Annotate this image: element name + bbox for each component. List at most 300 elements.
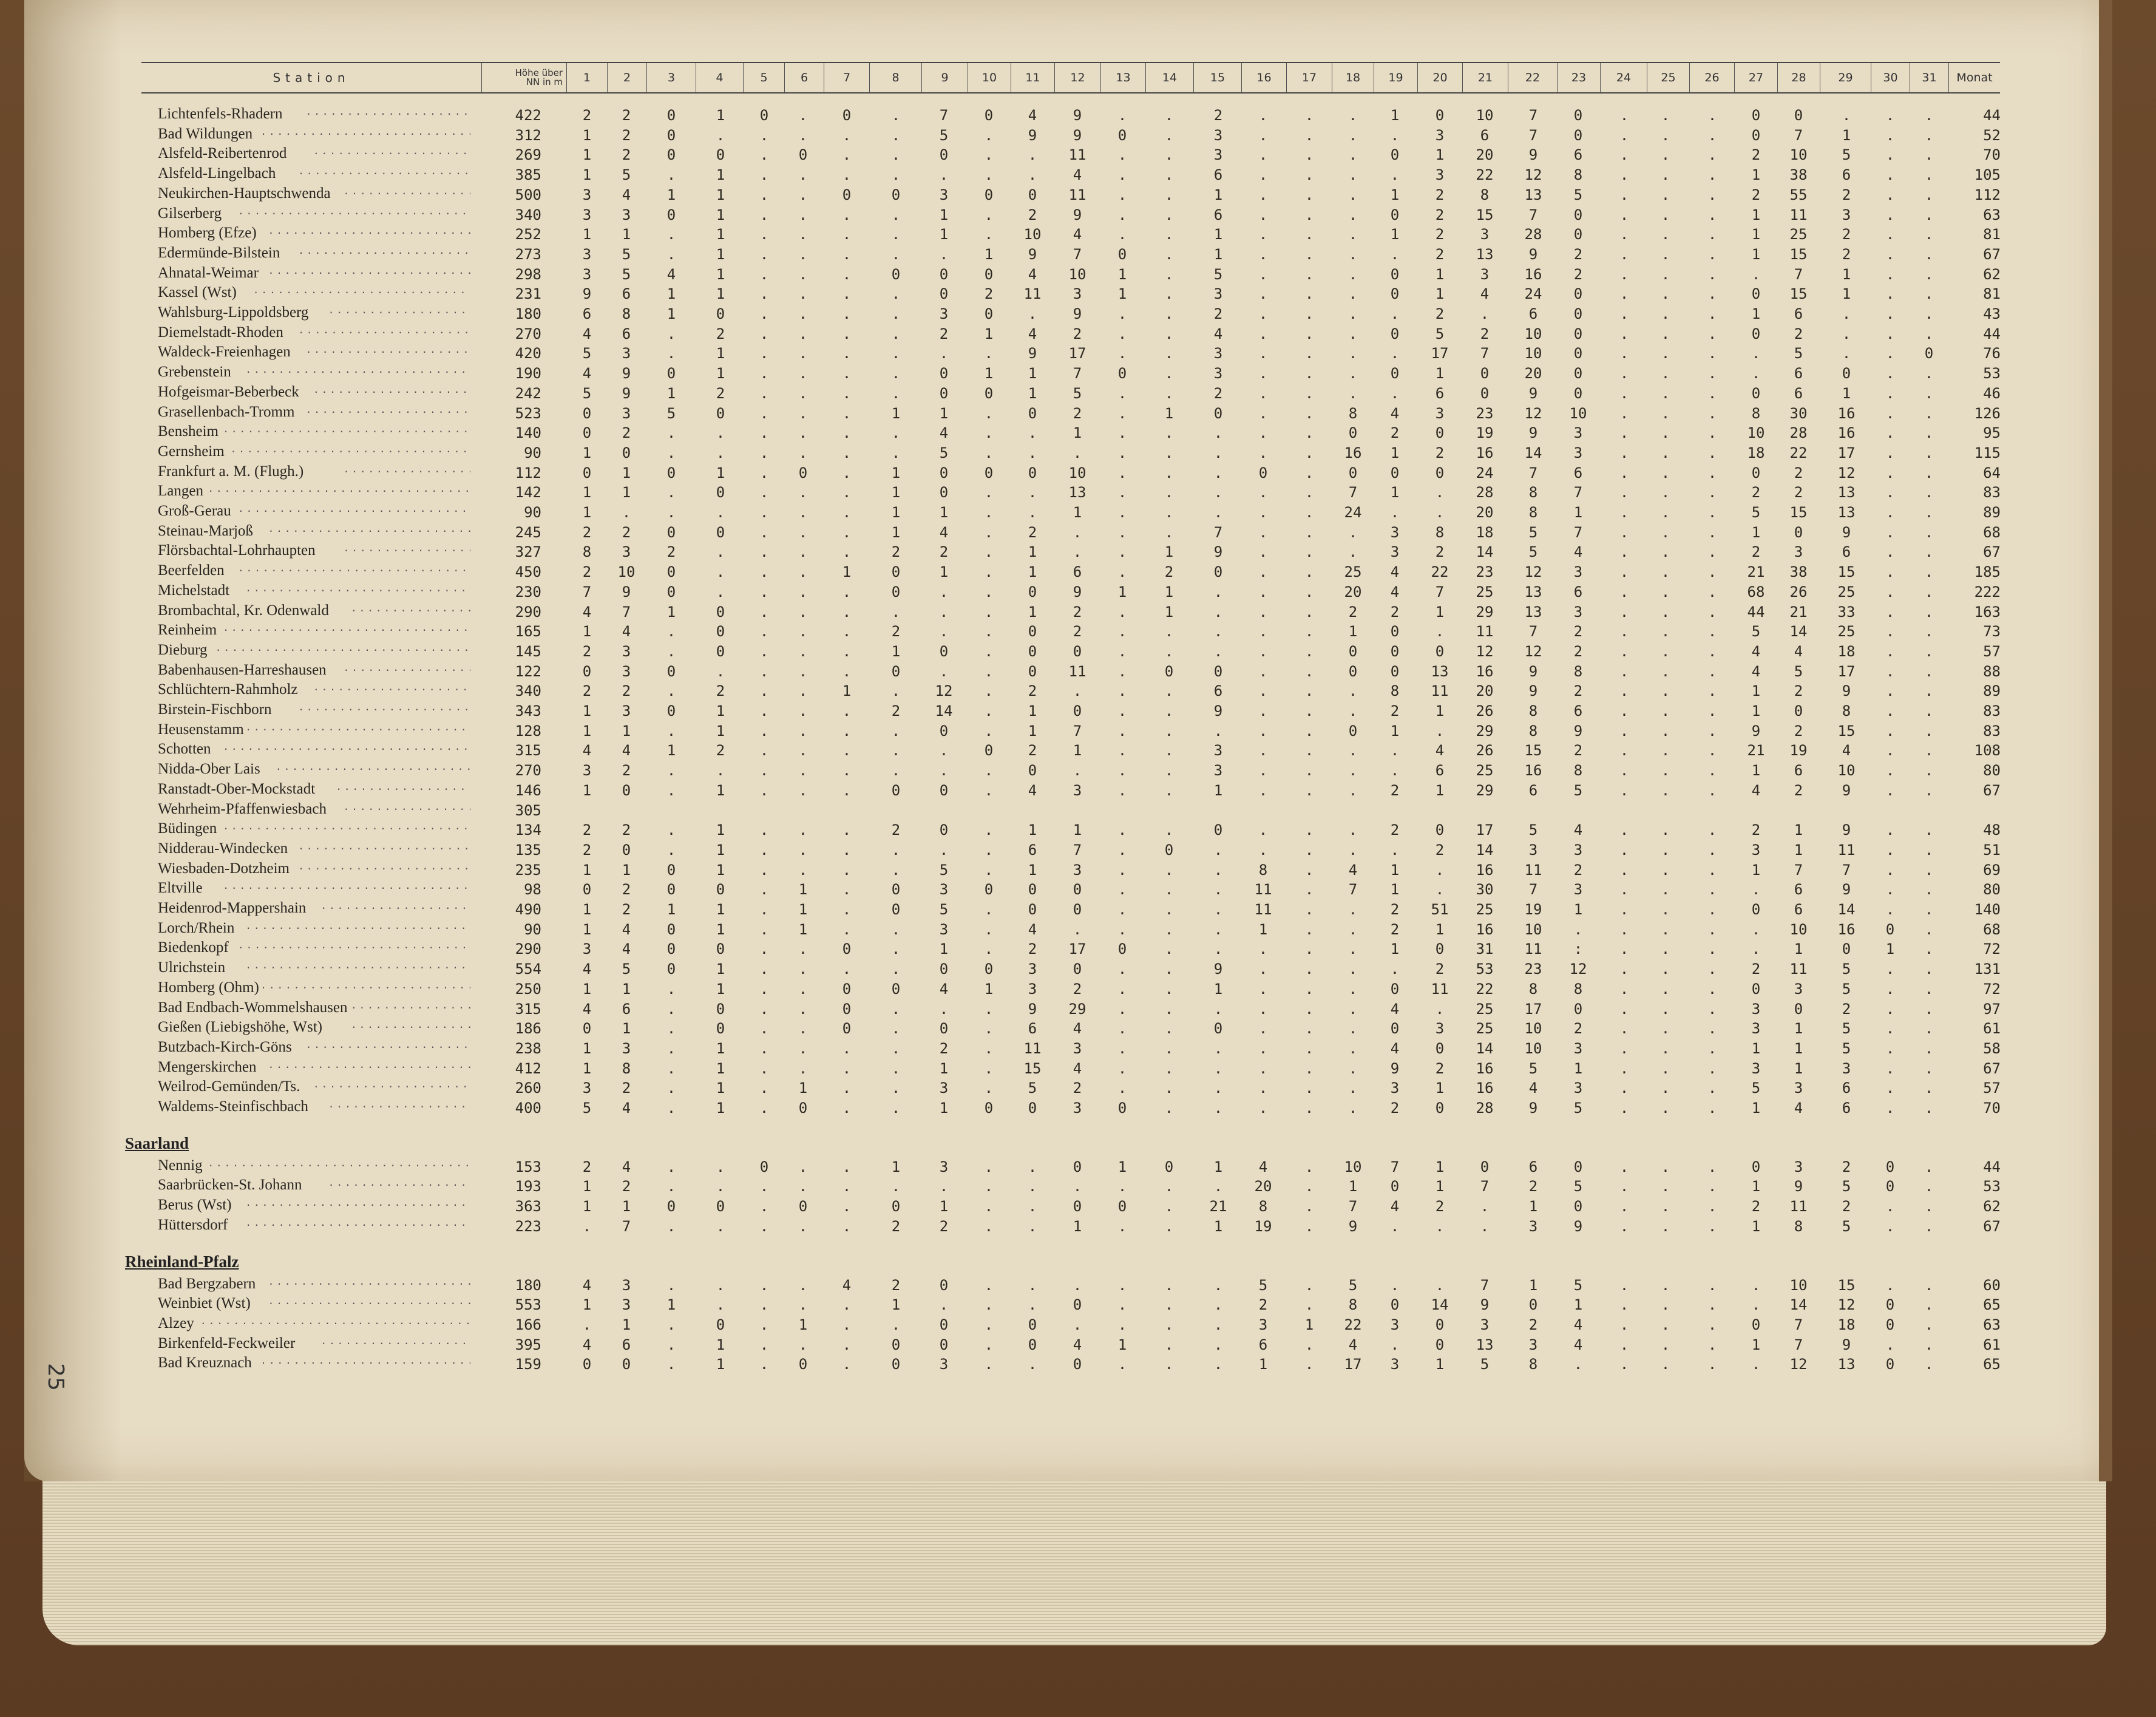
region-heading: Rheinland-Pfalz <box>125 1252 239 1271</box>
day-value: . <box>1258 841 1268 858</box>
leader-dots: ......................... <box>260 979 468 991</box>
day-value: 0 <box>1390 146 1400 164</box>
day-value: 3 <box>1073 781 1082 799</box>
day-value: 12 <box>1524 166 1542 184</box>
day-value: . <box>716 444 725 461</box>
day-value: . <box>1661 603 1670 620</box>
day-value: 17 <box>1837 662 1856 680</box>
day-value: 4 <box>622 940 631 958</box>
day-value: . <box>1028 444 1037 461</box>
table-row <box>0 780 2156 799</box>
day-value: 13 <box>1837 504 1856 521</box>
leader-dots: .................... <box>313 383 470 395</box>
station-name: Homberg (Efze) <box>158 225 257 242</box>
day-value: . <box>1028 1296 1037 1314</box>
day-value: 2 <box>1435 1059 1445 1077</box>
day-value: . <box>1304 742 1314 760</box>
day-value: . <box>1164 742 1174 760</box>
day-value: 2 <box>666 543 676 561</box>
day-value: . <box>798 603 808 620</box>
day-value: . <box>1304 126 1314 144</box>
day-value: . <box>1213 1316 1223 1333</box>
day-value: . <box>1348 980 1358 998</box>
day-value: . <box>939 583 949 600</box>
hoehe-value: 422 <box>515 107 541 124</box>
day-value: . <box>759 424 769 442</box>
day-value: 0 <box>1390 1296 1400 1314</box>
leader-dots: .............. <box>351 999 467 1011</box>
day-value: 0 <box>666 702 676 719</box>
day-value: 14 <box>935 702 953 719</box>
hoehe-value: 270 <box>515 325 541 342</box>
day-value: . <box>1390 305 1400 322</box>
day-value: . <box>1117 1217 1127 1235</box>
day-value: 29 <box>1476 722 1494 739</box>
day-value: 1 <box>716 960 725 978</box>
day-value: . <box>1707 901 1717 918</box>
day-value: . <box>1348 1020 1358 1038</box>
day-value: . <box>1117 960 1127 978</box>
day-value: . <box>1117 484 1127 501</box>
day-value: 1 <box>1794 841 1803 858</box>
monat-total: 105 <box>1974 166 2001 184</box>
day-value: 1 <box>666 901 676 918</box>
day-value: 4 <box>1073 226 1082 243</box>
day-value: . <box>1348 206 1358 223</box>
day-value: . <box>1164 861 1174 879</box>
day-value: 4 <box>1751 642 1761 660</box>
day-value: . <box>842 861 852 879</box>
day-value: . <box>1164 226 1174 243</box>
header-day: 2 <box>607 63 646 92</box>
day-value: . <box>891 1178 901 1195</box>
day-value: . <box>759 642 769 660</box>
day-value: 5 <box>622 265 631 283</box>
day-value: 4 <box>1435 742 1445 760</box>
day-value: . <box>1924 940 1934 958</box>
day-value: . <box>1348 523 1358 541</box>
header-day: 31 <box>1910 63 1948 92</box>
day-value: . <box>1885 722 1895 739</box>
day-value: 1 <box>1794 1059 1803 1077</box>
day-value: 6 <box>1573 146 1583 164</box>
day-value: 12 <box>1837 1296 1856 1314</box>
day-value: 0 <box>1842 365 1851 382</box>
header-day: 10 <box>968 63 1011 92</box>
day-value: 2 <box>622 821 631 839</box>
day-value: . <box>1304 861 1314 879</box>
day-value: . <box>842 1158 852 1175</box>
day-value: . <box>1117 1000 1127 1018</box>
hoehe-value: 165 <box>515 623 541 641</box>
table-row <box>0 661 2156 680</box>
day-value: 26 <box>1476 742 1494 760</box>
day-value: 8 <box>622 1059 631 1077</box>
day-value: 1 <box>1164 603 1174 620</box>
day-value: . <box>716 662 725 680</box>
day-value: . <box>798 563 808 581</box>
day-value: . <box>1435 1217 1445 1235</box>
day-value: 3 <box>582 1080 592 1097</box>
hoehe-value: 235 <box>515 861 541 879</box>
day-value: 0 <box>666 464 676 481</box>
leader-dots: ................................ <box>200 1314 466 1327</box>
day-value: . <box>1619 722 1629 739</box>
day-value: . <box>759 762 769 780</box>
day-value: 2 <box>1435 543 1445 561</box>
day-value: . <box>1619 126 1629 144</box>
hoehe-value: 290 <box>515 603 541 620</box>
day-value: 3 <box>1213 345 1223 362</box>
day-value: . <box>759 1020 769 1038</box>
day-value: 7 <box>1435 583 1445 600</box>
day-value: . <box>1924 1296 1934 1314</box>
day-value: 1 <box>622 722 631 739</box>
day-value: 3 <box>1794 1158 1803 1175</box>
day-value: 1 <box>1213 186 1223 203</box>
day-value: 2 <box>891 1276 901 1294</box>
day-value: 2 <box>1390 603 1400 620</box>
day-value: 1 <box>1164 543 1174 561</box>
day-value: 4 <box>622 920 631 938</box>
day-value: . <box>1619 583 1629 600</box>
day-value: . <box>1117 325 1127 342</box>
day-value: . <box>798 226 808 243</box>
day-value: 8 <box>1573 662 1583 680</box>
day-value: . <box>891 226 901 243</box>
day-value: 0 <box>1073 642 1082 660</box>
day-value: 5 <box>666 404 676 422</box>
day-value: 1 <box>716 920 725 938</box>
day-value: 0 <box>1390 642 1400 660</box>
day-value: 9 <box>1573 1217 1583 1235</box>
day-value: . <box>891 1039 901 1057</box>
leader-dots: ............... <box>343 661 468 673</box>
day-value: . <box>759 265 769 283</box>
day-value: 7 <box>1348 484 1358 501</box>
day-value: 2 <box>1435 841 1445 858</box>
day-value: . <box>984 623 994 641</box>
day-value: 1 <box>716 980 725 998</box>
day-value: 3 <box>1842 206 1851 223</box>
day-value: . <box>1619 226 1629 243</box>
day-value: . <box>984 1178 994 1195</box>
day-value: 1 <box>1751 166 1761 184</box>
day-value: 4 <box>1028 265 1037 283</box>
day-value: 15 <box>1837 1276 1856 1294</box>
day-value: 0 <box>666 920 676 938</box>
day-value: 4 <box>1573 543 1583 561</box>
day-value: . <box>1348 1080 1358 1097</box>
table-row <box>0 1274 2156 1294</box>
day-value: . <box>1924 682 1934 700</box>
day-value: 0 <box>666 563 676 581</box>
day-value: . <box>1707 1336 1717 1353</box>
day-value: 31 <box>1476 940 1494 958</box>
day-value: . <box>891 1100 901 1117</box>
day-value: . <box>1619 206 1629 223</box>
table-row <box>0 581 2156 600</box>
day-value: . <box>1304 583 1314 600</box>
day-value: . <box>1117 226 1127 243</box>
day-value: 20 <box>1344 583 1362 600</box>
header-day: 29 <box>1820 63 1871 92</box>
day-value: . <box>1348 841 1358 858</box>
day-value: . <box>759 1080 769 1097</box>
day-value: 12 <box>1524 404 1542 422</box>
day-value: . <box>1661 1080 1670 1097</box>
day-value: 4 <box>1794 642 1803 660</box>
monat-total: 57 <box>1983 1080 2001 1097</box>
day-value: 5 <box>1794 662 1803 680</box>
day-value: 9 <box>1480 1296 1490 1314</box>
day-value: . <box>984 563 994 581</box>
day-value: 0 <box>891 881 901 899</box>
day-value: 1 <box>1435 146 1445 164</box>
day-value: . <box>1619 265 1629 283</box>
day-value: 1 <box>716 1039 725 1057</box>
day-value: . <box>759 861 769 879</box>
table-row <box>0 1038 2156 1057</box>
day-value: . <box>759 722 769 739</box>
day-value: 4 <box>1480 285 1490 303</box>
day-value: . <box>1924 384 1934 402</box>
day-value: . <box>842 146 852 164</box>
table-row <box>0 223 2156 243</box>
day-value: . <box>666 1020 676 1038</box>
table-row <box>0 1195 2156 1215</box>
day-value: . <box>666 345 676 362</box>
day-value: . <box>1707 206 1717 223</box>
day-value: 0 <box>1573 384 1583 402</box>
day-value: . <box>666 1080 676 1097</box>
header-day: 8 <box>869 63 921 92</box>
station-name: Kassel (Wst) <box>158 284 237 301</box>
leader-dots: .................... <box>313 145 470 157</box>
day-value: 16 <box>1476 662 1494 680</box>
station-name: Grebenstein <box>158 364 231 381</box>
day-value: 22 <box>1344 1316 1362 1333</box>
day-value: 0 <box>891 1336 901 1353</box>
day-value: . <box>1348 146 1358 164</box>
day-value: 7 <box>1390 1158 1400 1175</box>
leader-dots: .............. <box>351 1019 467 1031</box>
day-value: 0 <box>622 1356 631 1373</box>
day-value: 5 <box>1528 1059 1538 1077</box>
day-value: 0 <box>1480 384 1490 402</box>
day-value: . <box>1885 325 1895 342</box>
day-value: . <box>1707 504 1717 521</box>
day-value: . <box>666 504 676 521</box>
day-value: . <box>1348 762 1358 780</box>
day-value: 17 <box>1068 345 1086 362</box>
day-value: 2 <box>1258 1296 1268 1314</box>
day-value: . <box>842 762 852 780</box>
day-value: 8 <box>1435 523 1445 541</box>
day-value: . <box>1304 1158 1314 1175</box>
day-value: 3 <box>1794 1080 1803 1097</box>
day-value: . <box>1258 1020 1268 1038</box>
day-value: . <box>984 1217 994 1235</box>
day-value: 0 <box>1073 1198 1082 1216</box>
day-value: . <box>759 662 769 680</box>
day-value: . <box>798 742 808 760</box>
day-value: 2 <box>1842 226 1851 243</box>
day-value: . <box>798 1039 808 1057</box>
day-value: 5 <box>1528 523 1538 541</box>
day-value: 1 <box>582 1039 592 1057</box>
day-value: 4 <box>1573 1336 1583 1353</box>
day-value: . <box>1885 484 1895 501</box>
day-value: . <box>1304 504 1314 521</box>
day-value: 1 <box>716 1059 725 1077</box>
day-value: . <box>1028 484 1037 501</box>
day-value: 3 <box>939 1356 949 1373</box>
day-value: . <box>759 1100 769 1117</box>
day-value: . <box>1707 980 1717 998</box>
day-value: 5 <box>1794 345 1803 362</box>
day-value: 3 <box>622 1296 631 1314</box>
day-value: 1 <box>1435 702 1445 719</box>
day-value: 0 <box>1573 305 1583 322</box>
day-value: 12 <box>1476 642 1494 660</box>
monat-total: 65 <box>1983 1296 2001 1314</box>
day-value: . <box>842 841 852 858</box>
day-value: . <box>1164 345 1174 362</box>
day-value: . <box>842 1316 852 1333</box>
monat-total: 140 <box>1974 901 2001 918</box>
day-value: . <box>1028 1198 1037 1216</box>
day-value: 0 <box>842 940 852 958</box>
day-value: 7 <box>582 583 592 600</box>
day-value: . <box>1164 1316 1174 1333</box>
day-value: 11 <box>1254 901 1272 918</box>
day-value: . <box>1164 821 1174 839</box>
day-value: . <box>984 206 994 223</box>
day-value: . <box>1619 404 1629 422</box>
day-value: . <box>759 345 769 362</box>
day-value: . <box>759 821 769 839</box>
day-value: . <box>759 960 769 978</box>
day-value: . <box>1661 126 1670 144</box>
day-value: 2 <box>1435 444 1445 461</box>
day-value: 6 <box>622 325 631 342</box>
station-name: Eltville <box>158 880 203 897</box>
leader-dots: ............... <box>343 185 468 197</box>
monat-total: 68 <box>1983 523 2001 541</box>
monat-total: 76 <box>1983 345 2001 362</box>
day-value: . <box>1619 920 1629 938</box>
day-value: . <box>1304 365 1314 382</box>
day-value: 3 <box>939 920 949 938</box>
day-value: 2 <box>1435 960 1445 978</box>
day-value: 8 <box>1842 702 1851 719</box>
hoehe-value: 159 <box>515 1356 541 1373</box>
day-value: 3 <box>1794 980 1803 998</box>
day-value: . <box>842 642 852 660</box>
leader-dots: .................... <box>320 1334 470 1347</box>
day-value: 11 <box>1524 940 1542 958</box>
day-value: . <box>842 1080 852 1097</box>
day-value: . <box>984 1356 994 1373</box>
day-value: 0 <box>984 464 994 481</box>
table-row <box>0 243 2156 263</box>
day-value: . <box>939 345 949 362</box>
day-value: . <box>984 345 994 362</box>
day-value: 0 <box>1348 662 1358 680</box>
day-value: . <box>1619 444 1629 461</box>
station-name: Heidenrod-Mappershain <box>158 900 307 916</box>
day-value: 3 <box>1751 1059 1761 1077</box>
day-value: . <box>842 1356 852 1373</box>
day-value: . <box>1117 841 1127 858</box>
day-value: 2 <box>1028 742 1037 760</box>
hoehe-value: 412 <box>515 1059 541 1077</box>
monat-total: 43 <box>1983 305 2001 322</box>
day-value: . <box>666 1059 676 1077</box>
day-value: 2 <box>1751 146 1761 164</box>
day-value: 2 <box>622 881 631 899</box>
day-value: . <box>1619 1336 1629 1353</box>
day-value: . <box>984 841 994 858</box>
monat-total: 112 <box>1974 186 2001 203</box>
day-value: . <box>1258 722 1268 739</box>
day-value: 2 <box>1390 424 1400 442</box>
monat-total: 65 <box>1983 1356 2001 1373</box>
day-value: 0 <box>1390 662 1400 680</box>
day-value: 0 <box>622 841 631 858</box>
day-value: . <box>1885 583 1895 600</box>
day-value: 4 <box>1390 563 1400 581</box>
day-value: 0 <box>582 464 592 481</box>
day-value: 8 <box>1528 702 1538 719</box>
day-value: . <box>1117 1178 1127 1195</box>
day-value: . <box>1661 960 1670 978</box>
day-value: 0 <box>1073 1296 1082 1314</box>
day-value: . <box>716 1296 725 1314</box>
day-value: 2 <box>622 1178 631 1195</box>
day-value: . <box>1258 742 1268 760</box>
day-value: . <box>1661 365 1670 382</box>
day-value: 4 <box>842 1276 852 1294</box>
day-value: 3 <box>622 206 631 223</box>
day-value: 4 <box>1258 1158 1268 1175</box>
day-value: 0 <box>1117 365 1127 382</box>
leader-dots: .................... <box>313 681 470 693</box>
day-value: 0 <box>716 623 725 641</box>
station-name: Grasellenbach-Tromm <box>158 403 295 420</box>
day-value: . <box>1661 345 1670 362</box>
day-value: . <box>759 285 769 303</box>
header-day: 3 <box>646 63 696 92</box>
day-value: 4 <box>582 742 592 760</box>
day-value: . <box>1661 404 1670 422</box>
day-value: 16 <box>1837 424 1856 442</box>
day-value: 5 <box>939 444 949 461</box>
day-value: . <box>1619 1000 1629 1018</box>
day-value: . <box>939 1000 949 1018</box>
day-value: 1 <box>622 1020 631 1038</box>
day-value: 0 <box>1348 642 1358 660</box>
monat-total: 57 <box>1983 642 2001 660</box>
day-value: . <box>1619 305 1629 322</box>
day-value: 1 <box>582 444 592 461</box>
day-value: . <box>1661 563 1670 581</box>
day-value: 3 <box>1073 861 1082 879</box>
day-value: 0 <box>1435 1316 1445 1333</box>
table-row <box>0 1353 2156 1373</box>
day-value: . <box>1924 464 1934 481</box>
